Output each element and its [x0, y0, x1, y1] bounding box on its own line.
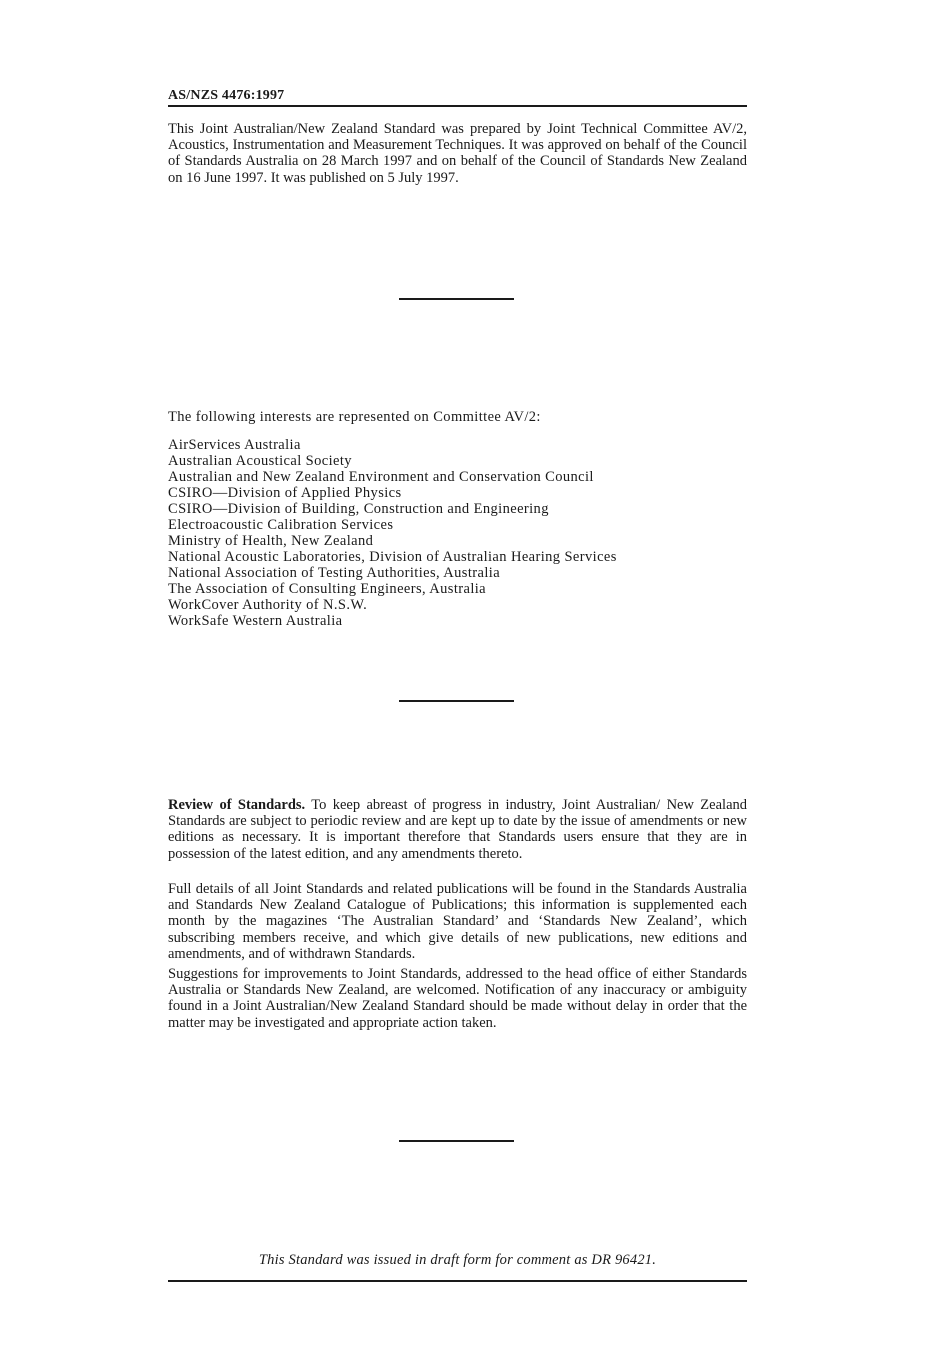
draft-note: This Standard was issued in draft form for comment as DR 96421.	[258, 1252, 657, 1268]
footer-rule	[168, 1280, 747, 1282]
preparation-paragraph: This Joint Australian/New Zealand Standard was prepared by Joint Technical Committee AV/2, Acoustics, Instrumentation and Measurement Techniques. It was approved on behalf of the Council of Standards Australia on 28 March 1997 and on behalf of the Council of Standards New Zealand on 16 June 1997. It was published on 5 July 1997.	[168, 121, 747, 186]
review-paragraph	[168, 797, 747, 862]
suggestions-paragraph: Suggestions for improvements to Joint Standards, addressed to the head office of either Standards Australia or Standards New Zealand, are welcomed. Notification of any inaccuracy or ambiguity found in a Joint Australian/New Zealand Standard should be made without delay in order that the matter may be investigated and appropriate action taken.	[168, 966, 747, 1031]
list-item: WorkCover Authority of N.S.W.	[168, 597, 368, 613]
section-divider	[399, 1140, 514, 1142]
document-identifier: AS/NZS 4476:1997	[168, 88, 285, 103]
review-body: To keep abreast of progress in industry, Joint Australian/ New Zealand Standards are subject to periodic review and are kept up to date by the issue of amendments or new editions as necessary. It is important therefore that Standards users ensure that they are in possession of the latest edition, and any amendments thereto.	[168, 797, 748, 862]
section-divider	[399, 700, 514, 702]
list-item: CSIRO—Division of Applied Physics	[168, 485, 402, 501]
review-heading: Review of Standards.	[168, 797, 306, 813]
header-rule	[168, 105, 747, 107]
committee-intro: The following interests are represented on Committee AV/2:	[168, 409, 541, 425]
committee-member-list	[168, 437, 747, 629]
list-item: Australian Acoustical Society	[168, 453, 352, 469]
list-item: Electroacoustic Calibration Services	[168, 517, 394, 533]
list-item: WorkSafe Western Australia	[168, 613, 343, 629]
list-item: Ministry of Health, New Zealand	[168, 533, 374, 549]
list-item: National Association of Testing Authorities, Australia	[168, 565, 501, 581]
list-item: The Association of Consulting Engineers, Australia	[168, 581, 487, 597]
list-item: National Acoustic Laboratories, Division of Australian Hearing Services	[168, 549, 617, 565]
list-item: AirServices Australia	[168, 437, 301, 453]
list-item: Australian and New Zealand Environment and Conservation Council	[168, 469, 594, 485]
list-item: CSIRO—Division of Building, Construction and Engineering	[168, 501, 549, 517]
catalogue-paragraph: Full details of all Joint Standards and related publications will be found in the Standards Australia and Standards New Zealand Catalogue of Publications; this information is supplemented each month by the magazines ‘The Australian Standard’ and ‘Standards New Zealand’, which subscribing members receive, and which give details of new publications, new editions and amendments, and of withdrawn Standards.	[168, 881, 747, 962]
section-divider	[399, 298, 514, 300]
